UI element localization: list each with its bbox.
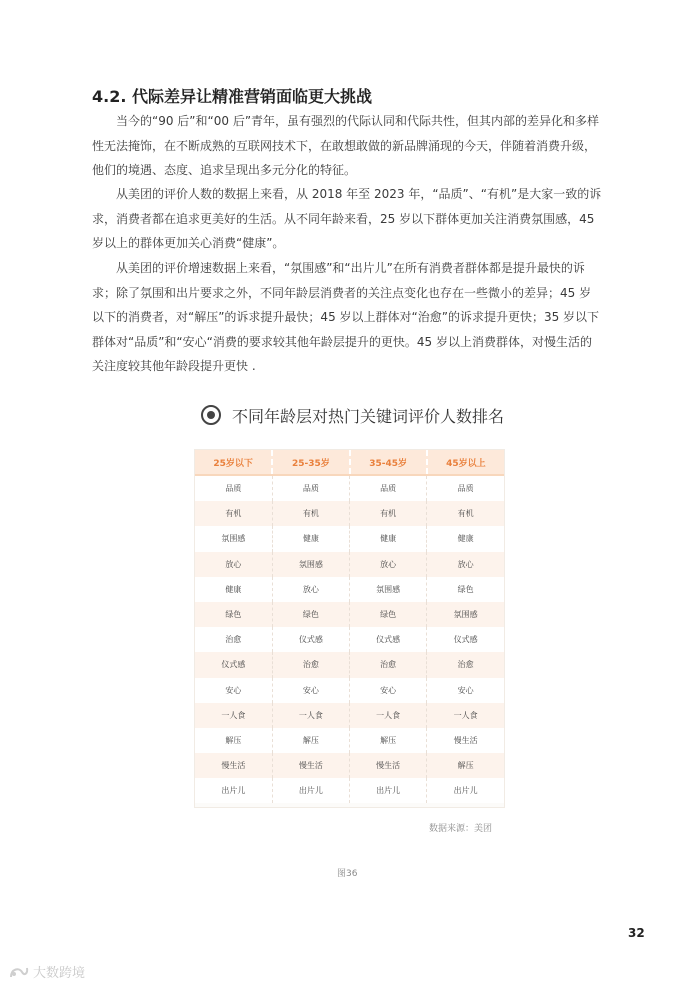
table-cell: 品质 <box>195 475 272 501</box>
table-cell: 出片儿 <box>427 778 504 803</box>
table-cell: 品质 <box>427 475 504 501</box>
table-cell: 健康 <box>427 526 504 551</box>
data-source: 数据来源：美团 <box>429 824 493 834</box>
table-cell: 治愈 <box>427 652 504 677</box>
table-row <box>195 501 504 526</box>
table-cell: 氛围感 <box>195 526 272 551</box>
table-cell: 解压 <box>427 753 504 778</box>
table-cell: 健康 <box>195 577 272 602</box>
table-cell: 绿色 <box>195 602 272 627</box>
table-cell: 放心 <box>427 552 504 577</box>
table-cell: 一人食 <box>427 703 504 728</box>
table-cell: 仪式感 <box>427 627 504 652</box>
table-cell: 氛围感 <box>427 602 504 627</box>
table-cell: 仪式感 <box>195 652 272 677</box>
table-row <box>195 728 504 753</box>
table-cell: 安心 <box>195 678 272 703</box>
table-cell: 绿色 <box>427 577 504 602</box>
table-row <box>195 678 504 703</box>
table-cell: 氛围感 <box>272 552 349 577</box>
column-header-under-25: 25岁以下 <box>195 450 272 475</box>
table-row <box>195 627 504 652</box>
table-row <box>195 753 504 778</box>
table-cell: 有机 <box>350 501 427 526</box>
table-cell: 绿色 <box>350 602 427 627</box>
table-cell: 慢生活 <box>195 753 272 778</box>
table-row <box>195 526 504 551</box>
watermark-text: 大数跨境 <box>33 966 86 981</box>
paragraph-text: 从美团的评价增速数据上来看，“氛围感”和“出片儿”在所有消费者群体都是提升最快的诉求；除了氛围和出片要求之外，不同年龄层消费者的关注点变化也存在一些微小的差异；45 岁以下的消费者，对“解压”的诉求提升最快；45 岁以上群体对“治愈”的诉求提升更快；35 岁以下群体对“品质”和“安心“消费的要求较其他年龄层提升的更快。45 岁以上消费群体，对慢生活的关注度较其他年龄段提升更快 . <box>92 261 600 373</box>
table-row <box>195 577 504 602</box>
table-cell: 解压 <box>350 728 427 753</box>
table-cell: 安心 <box>427 678 504 703</box>
table-cell: 治愈 <box>350 652 427 677</box>
table-cell: 慢生活 <box>427 728 504 753</box>
table-cell: 氛围感 <box>350 577 427 602</box>
table-row <box>195 703 504 728</box>
table-cell: 出片儿 <box>272 778 349 803</box>
target-icon <box>200 404 222 426</box>
table-row <box>195 475 504 501</box>
table-cell: 有机 <box>195 501 272 526</box>
table-cell: 一人食 <box>350 703 427 728</box>
table-cell: 出片儿 <box>350 778 427 803</box>
brand-logo-icon <box>8 964 30 980</box>
table-cell: 仪式感 <box>350 627 427 652</box>
paragraph-text: 当今的“90 后”和“00 后”青年，虽有强烈的代际认同和代际共性，但其内部的差异化和多样性无法掩饰，在不断成熟的互联网技术下，在敢想敢做的新品牌涌现的今天，伴随着消费升级，他们的境遇、态度、追求呈现出多元分化的特征。 <box>92 114 600 177</box>
section-heading: 4.2. 代际差异让精准营销面临更大挑战 <box>92 87 372 106</box>
table-cell: 治愈 <box>195 627 272 652</box>
table-title <box>200 401 504 429</box>
table-cell: 慢生活 <box>272 753 349 778</box>
table-cell: 放心 <box>350 552 427 577</box>
column-header-25-35: 25-35岁 <box>272 450 349 475</box>
table-cell: 一人食 <box>195 703 272 728</box>
table-cell: 安心 <box>272 678 349 703</box>
table-cell: 治愈 <box>272 652 349 677</box>
paragraph-2 <box>92 182 602 256</box>
table-cell: 仪式感 <box>272 627 349 652</box>
table-cell: 有机 <box>427 501 504 526</box>
table-cell: 解压 <box>195 728 272 753</box>
paragraph-1 <box>92 109 602 183</box>
figure-caption: 图36 <box>337 869 358 879</box>
table-cell: 放心 <box>272 577 349 602</box>
table-cell: 放心 <box>195 552 272 577</box>
table-cell: 有机 <box>272 501 349 526</box>
table-row <box>195 602 504 627</box>
table-cell: 解压 <box>272 728 349 753</box>
table-cell: 出片儿 <box>195 778 272 803</box>
table-row <box>195 778 504 803</box>
table-header-row <box>195 450 504 475</box>
table-row <box>195 652 504 677</box>
table-cell: 安心 <box>350 678 427 703</box>
column-header-over-45: 45岁以上 <box>427 450 504 475</box>
table-cell: 品质 <box>272 475 349 501</box>
column-header-35-45: 35-45岁 <box>350 450 427 475</box>
page-number: 32 <box>628 926 645 940</box>
table-cell: 一人食 <box>272 703 349 728</box>
paragraph-text: 从美团的评价人数的数据上来看，从 2018 年至 2023 年，“品质”、“有机”是大家一致的诉求，消费者都在追求更美好的生活。从不同年龄来看，25 岁以下群体更加关注消费氛围感，45 岁以上的群体更加关心消费“健康”。 <box>92 187 602 250</box>
table-title-text: 不同年龄层对热门关键词评价人数排名 <box>232 406 505 426</box>
table-cell: 健康 <box>350 526 427 551</box>
watermark <box>8 962 85 981</box>
table-cell: 慢生活 <box>350 753 427 778</box>
table-cell: 绿色 <box>272 602 349 627</box>
table-row <box>195 552 504 577</box>
paragraph-3 <box>92 256 602 379</box>
ranking-table <box>194 449 505 808</box>
table-cell: 健康 <box>272 526 349 551</box>
table-cell: 品质 <box>350 475 427 501</box>
